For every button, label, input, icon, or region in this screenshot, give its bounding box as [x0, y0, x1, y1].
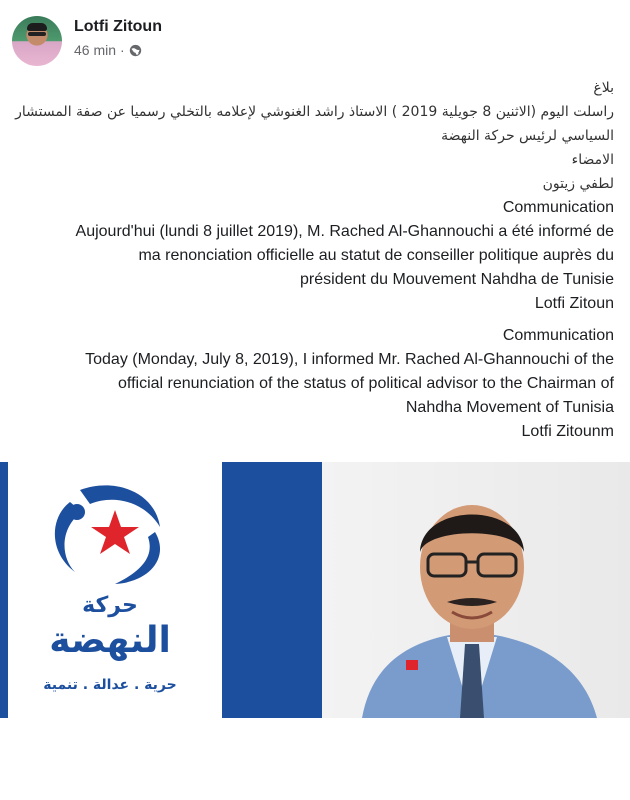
- french-line-3: président du Mouvement Nahdha de Tunisie: [300, 271, 614, 288]
- globe-icon[interactable]: [129, 44, 142, 57]
- nahdha-logo-icon: [20, 472, 200, 592]
- french-line-2: ma renonciation officielle au statut de conseiller politique auprès du: [138, 247, 614, 264]
- meta-separator: ·: [120, 42, 125, 58]
- logo-text: [20, 592, 200, 662]
- author-name[interactable]: Lotfi Zitoun: [74, 18, 162, 35]
- post-header: [12, 16, 162, 68]
- french-line-1: Aujourd'hui (lundi 8 juillet 2019), M. Rached Al-Ghannouchi a été informé de: [75, 223, 614, 240]
- logo-line-1: حركة: [82, 593, 138, 618]
- arabic-signature-label: الامضاء: [571, 152, 614, 168]
- nahdha-logo-panel: [0, 462, 222, 718]
- post-time[interactable]: 46 min: [74, 42, 117, 58]
- logo-slogan: حرية . عدالة . تنمية: [43, 677, 177, 693]
- arabic-line-1: راسلت اليوم (الاثنين 8 جويلية 2019 ) الاستاذ راشد الغنوشي لإعلامه بالتخلي رسميا عن صفة المستشار: [15, 104, 614, 120]
- person-illustration: [322, 462, 630, 718]
- avatar[interactable]: [12, 16, 62, 66]
- french-signature: Lotfi Zitoun: [534, 295, 614, 312]
- arabic-line-2: السياسي لرئيس حركة النهضة: [441, 128, 614, 144]
- english-title: Communication: [502, 327, 614, 344]
- english-signature: Lotfi Zitounm: [521, 423, 614, 440]
- arabic-signature: لطفي زيتون: [542, 176, 614, 192]
- portrait-photo: [322, 462, 630, 718]
- english-line-1: Today (Monday, July 8, 2019), I informed Mr. Rached Al-Ghannouchi of the: [85, 351, 614, 368]
- arabic-title: بلاغ: [593, 80, 614, 96]
- english-line-2: official renunciation of the status of political advisor to the Chairman of: [118, 375, 614, 392]
- english-line-3: Nahdha Movement of Tunisia: [405, 399, 614, 416]
- post-meta: [74, 18, 162, 58]
- post-time-row: [74, 42, 162, 58]
- french-title: Communication: [502, 199, 614, 216]
- post-image[interactable]: [0, 462, 630, 718]
- logo-line-2: النهضة: [49, 620, 171, 661]
- blue-band: [222, 462, 322, 718]
- post-body: [14, 76, 614, 444]
- blue-edge: [0, 462, 8, 718]
